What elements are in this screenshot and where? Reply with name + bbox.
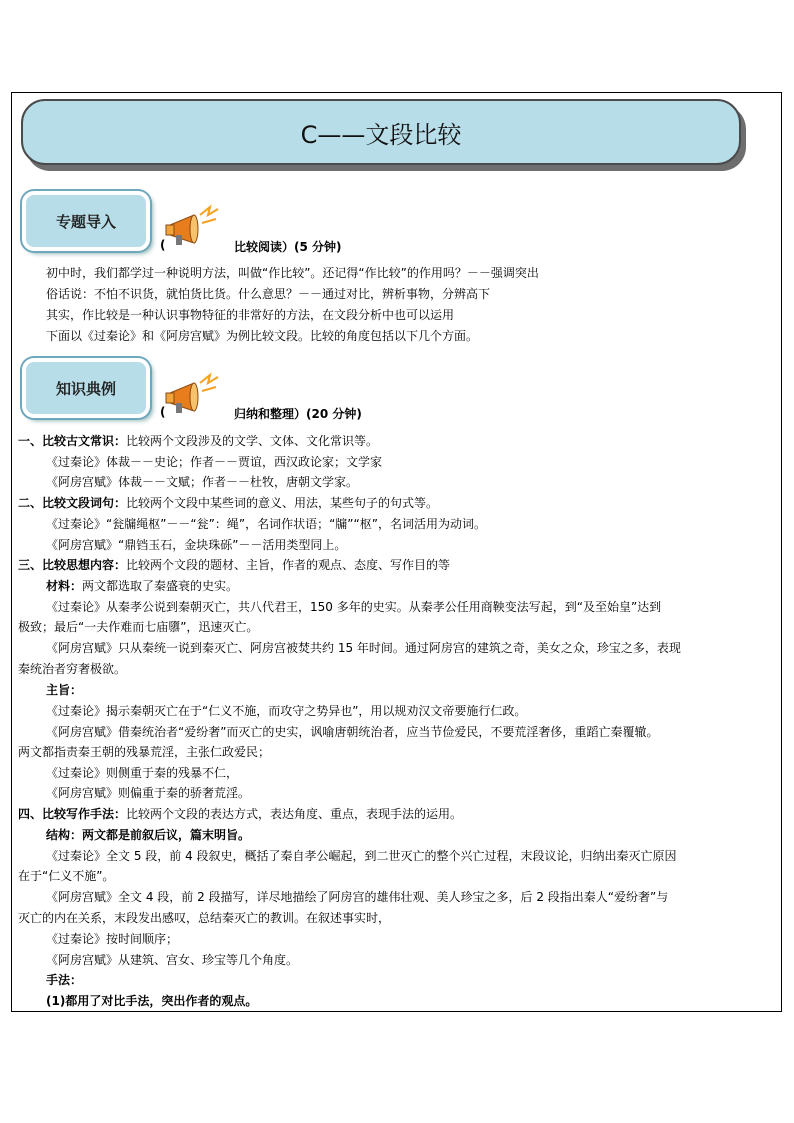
text-line: 《过秦论》体裁－－史论；作者－－贾谊，西汉政论家；文学家 xyxy=(46,455,383,469)
text-line: 《阿房宫赋》从建筑、宫女、珍宝等几个角度。 xyxy=(46,953,299,967)
text-line: 《阿房宫赋》体裁－－文赋；作者－－杜牧，唐朝文学家。 xyxy=(46,475,359,489)
subheading-structure: 结构：两文都是前叙后议，篇末明旨。 xyxy=(46,828,251,842)
text-line: 《过秦论》则侧重于秦的残暴不仁， xyxy=(46,766,239,780)
text-line: 秦统治者穷奢极欲。 xyxy=(18,662,127,676)
text-line: 两文都指责秦王朝的残暴荒淫，主张仁政爱民； xyxy=(18,745,271,759)
text-line: 《过秦论》按时间顺序； xyxy=(46,932,179,946)
text-line: 在于“仁义不施”。 xyxy=(18,869,115,883)
text-line: 《过秦论》揭示秦朝灭亡在于“仁义不施，而攻守之势异也”，用以规劝汉文帝要施行仁政。 xyxy=(46,704,527,718)
heading-3: 三、比较思想内容：比较两个文段的题材、主旨，作者的观点、态度、写作目的等 xyxy=(18,558,451,572)
section-tab-intro: 专题导入 xyxy=(22,191,150,251)
intro-line: 俗话说：不怕不识货，就怕货比货。什么意思？－－通过对比，辨析事物，分辨高下 xyxy=(46,287,491,301)
subheading-theme: 主旨： xyxy=(46,683,83,697)
megaphone-icon xyxy=(164,371,224,421)
section-tab-knowledge: 知识典例 xyxy=(22,358,150,418)
intro-line: 下面以《过秦论》和《阿房宫赋》为例比较文段。比较的角度包括以下几个方面。 xyxy=(46,329,479,343)
caption-paren: ( xyxy=(160,405,166,419)
heading-1: 一、比较古文常识：比较两个文段涉及的文学、文体、文化常识等。 xyxy=(18,434,379,448)
text-line: 《阿房宫赋》“鼎铛玉石，金块珠砾”－－活用类型同上。 xyxy=(46,538,347,552)
text-line: 《阿房宫赋》只从秦统一说到秦灭亡、阿房宫被焚共约 15 年时间。通过阿房宫的建筑之奇，美女之众，珍宝之多，表现 xyxy=(46,641,681,655)
section-caption: 比较阅读）(5 分钟) xyxy=(234,240,342,254)
text-line: 材料：两文都选取了秦盛衰的史实。 xyxy=(46,579,239,593)
text-line: (1)都用了对比手法，突出作者的观点。 xyxy=(46,994,258,1008)
page-title: C——文段比较 xyxy=(21,99,741,165)
text-line: 《阿房宫赋》借秦统治者“爱纷奢”而灭亡的史实，讽喻唐朝统治者，应当节俭爱民，不要荒淫奢侈，重蹈亡秦覆辙。 xyxy=(46,725,659,739)
heading-2: 二、比较文段词句：比较两个文段中某些词的意义、用法，某些句子的句式等。 xyxy=(18,496,439,510)
megaphone-icon xyxy=(164,203,224,253)
heading-4: 四、比较写作手法：比较两个文段的表达方式，表达角度、重点，表现手法的运用。 xyxy=(18,807,463,821)
text-line: 极致；最后“一夫作难而七庙隳”，迅速灭亡。 xyxy=(18,620,259,634)
intro-line: 初中时，我们都学过一种说明方法，叫做“作比较”。还记得“作比较”的作用吗？－－强调突出 xyxy=(46,266,539,280)
text-line: 《阿房宫赋》全文 4 段，前 2 段描写，详尽地描绘了阿房宫的雄伟壮观、美人珍宝之多，后 2 段指出秦人“爱纷奢”与 xyxy=(46,890,669,904)
caption-paren: ( xyxy=(160,238,166,252)
text-line: 《过秦论》“瓮牖绳枢”－－“瓮”：绳”，名词作状语；“牖”“枢”，名词活用为动词。 xyxy=(46,517,486,531)
intro-line: 其实，作比较是一种认识事物特征的非常好的方法，在文段分析中也可以运用 xyxy=(46,308,455,322)
section-caption: 归纳和整理）(20 分钟) xyxy=(234,407,362,421)
text-line: 灭亡的内在关系，末段发出感叹，总结秦灭亡的教训。在叙述事实时， xyxy=(18,911,391,925)
text-line: 《阿房宫赋》则偏重于秦的骄奢荒淫。 xyxy=(46,786,251,800)
text-line: 《过秦论》全文 5 段，前 4 段叙史，概括了秦自孝公崛起，到二世灭亡的整个兴亡过程，末段议论，归纳出秦灭亡原因 xyxy=(46,849,677,863)
subheading-technique: 手法： xyxy=(46,973,83,987)
text-line: 《过秦论》从秦孝公说到秦朝灭亡，共八代君王，150 多年的史实。从秦孝公任用商鞅变法写起，到“及至始皇”达到 xyxy=(46,600,662,614)
